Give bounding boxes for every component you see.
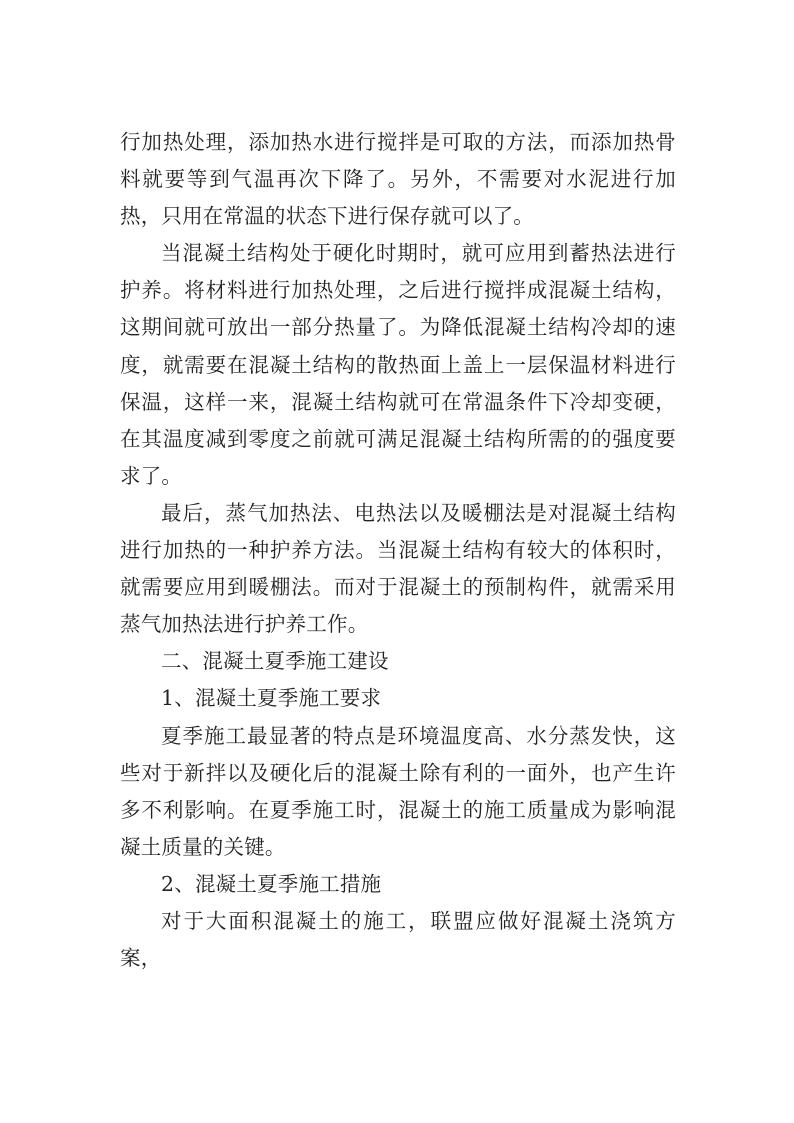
paragraph-steam-heating-method: 最后，蒸气加热法、电热法以及暖棚法是对混凝土结构进行加热的一种护养方法。当混凝土结构有较大的体积时，就需要应用到暖棚法。而对于混凝土的预制构件，就需采用蒸气加热法进行护养工作。 bbox=[120, 500, 676, 637]
body-text bbox=[120, 124, 676, 977]
section-heading-summer-construction: 二、混凝土夏季施工建设 bbox=[161, 649, 389, 674]
paragraph-heat-storage-method: 当混凝土结构处于硬化时期时，就可应用到蓄热法进行护养。将材料进行加热处理，之后进行搅拌成混凝土结构，这期间就可放出一部分热量了。为降低混凝土结构冷却的速度，就需要在混凝土结构的散热面上盖上一层保温材料进行保温，这样一来，混凝土结构就可在常温条件下冷却变硬，在其温度减到零度之前就可满足混凝土结构所需的的强度要求了。 bbox=[120, 241, 676, 488]
paragraph-summer-characteristics: 夏季施工最显著的特点是环境温度高、水分蒸发快，这些对于新拌以及硬化后的混凝土除有利的一面外，也产生许多不利影响。在夏季施工时，混凝土的施工质量成为影响混凝土质量的关键。 bbox=[120, 723, 676, 859]
subsection-heading-summer-measures: 2、混凝土夏季施工措施 bbox=[161, 871, 382, 896]
subsection-heading-summer-requirements: 1、混凝土夏季施工要求 bbox=[161, 686, 382, 711]
paragraph-large-area-pouring: 对于大面积混凝土的施工，联盟应做好混凝土浇筑方案， bbox=[120, 908, 676, 971]
paragraph-continued-heating: 行加热处理，添加热水进行搅拌是可取的方法，而添加热骨料就要等到气温再次下降了。另外，不需要对水泥进行加热，只用在常温的状态下进行保存就可以了。 bbox=[120, 130, 676, 229]
